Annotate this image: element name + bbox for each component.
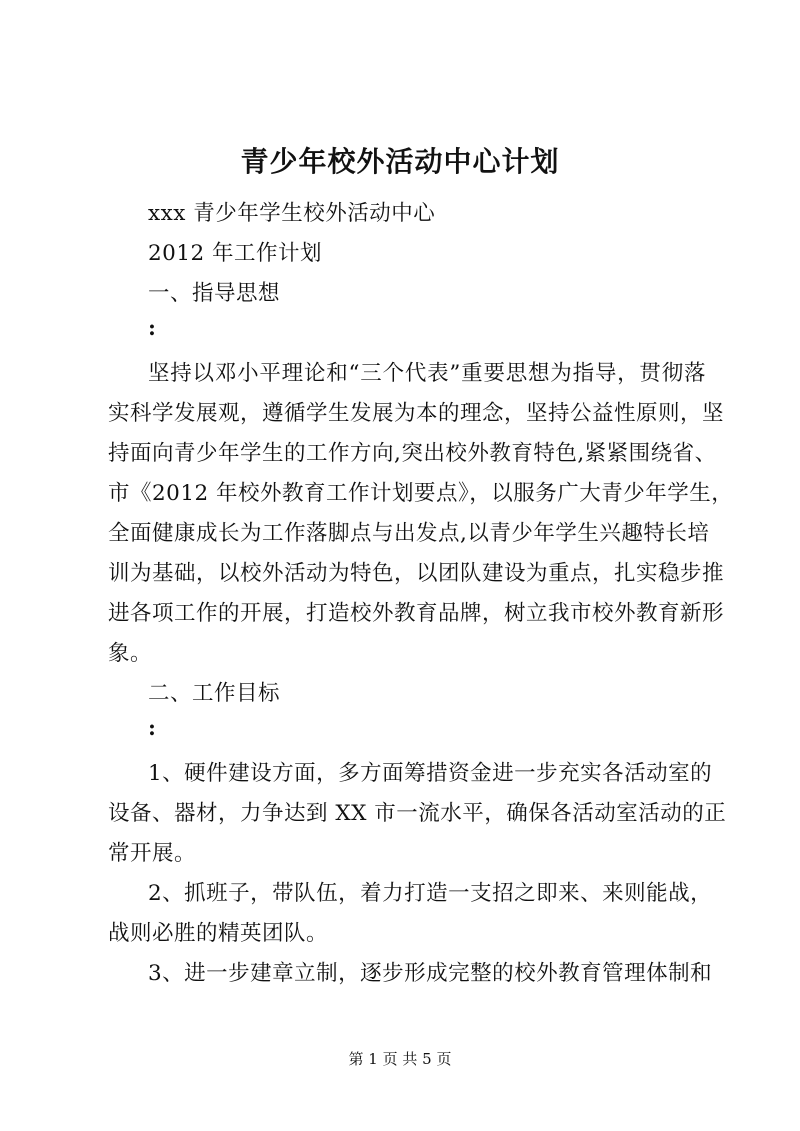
paragraph-line: 市《2012 年校外教育工作计划要点》，以服务广大青少年学生， (108, 481, 734, 506)
document-title: 青少年校外活动中心计划 (240, 145, 560, 178)
paragraph-line: 象。 (108, 641, 153, 666)
section2-heading: 二、工作目标 (148, 681, 281, 706)
paragraph-line: 训为基础，以校外活动为特色，以团队建设为重点，扎实稳步推 (108, 561, 725, 586)
paragraph-line: 实科学发展观，遵循学生发展为本的理念，坚持公益性原则，坚 (108, 401, 725, 426)
section1-colon: : (148, 316, 157, 341)
paragraph-line: 坚持以邓小平理论和“三个代表”重要思想为指导，贯彻落 (148, 361, 706, 386)
list-item-line: 3、进一步建章立制，逐步形成完整的校外教育管理体制和 (148, 961, 713, 986)
section2-colon: : (148, 716, 157, 741)
list-item-line: 设备、器材，力争达到 XX 市一流水平，确保各活动室活动的正 (108, 801, 727, 826)
organization-line: xxx 青少年学生校外活动中心 (148, 201, 436, 226)
plan-year-line: 2012 年工作计划 (148, 241, 323, 266)
section1-heading: 一、指导思想 (148, 281, 281, 306)
paragraph-line: 全面健康成长为工作落脚点与出发点,以青少年学生兴趣特长培 (108, 521, 710, 546)
list-item-line: 2、抓班子，带队伍，着力打造一支招之即来、来则能战， (148, 881, 713, 906)
paragraph-line: 持面向青少年学生的工作方向,突出校外教育特色,紧紧围绕省、 (108, 441, 717, 466)
page-footer: 第 1 页 共 5 页 (348, 1050, 452, 1068)
list-item-line: 1、硬件建设方面，多方面筹措资金进一步充实各活动室的 (148, 761, 713, 786)
list-item-line: 常开展。 (108, 841, 197, 866)
list-item-line: 战则必胜的精英团队。 (108, 921, 329, 946)
paragraph-line: 进各项工作的开展，打造校外教育品牌，树立我市校外教育新形 (108, 601, 725, 626)
